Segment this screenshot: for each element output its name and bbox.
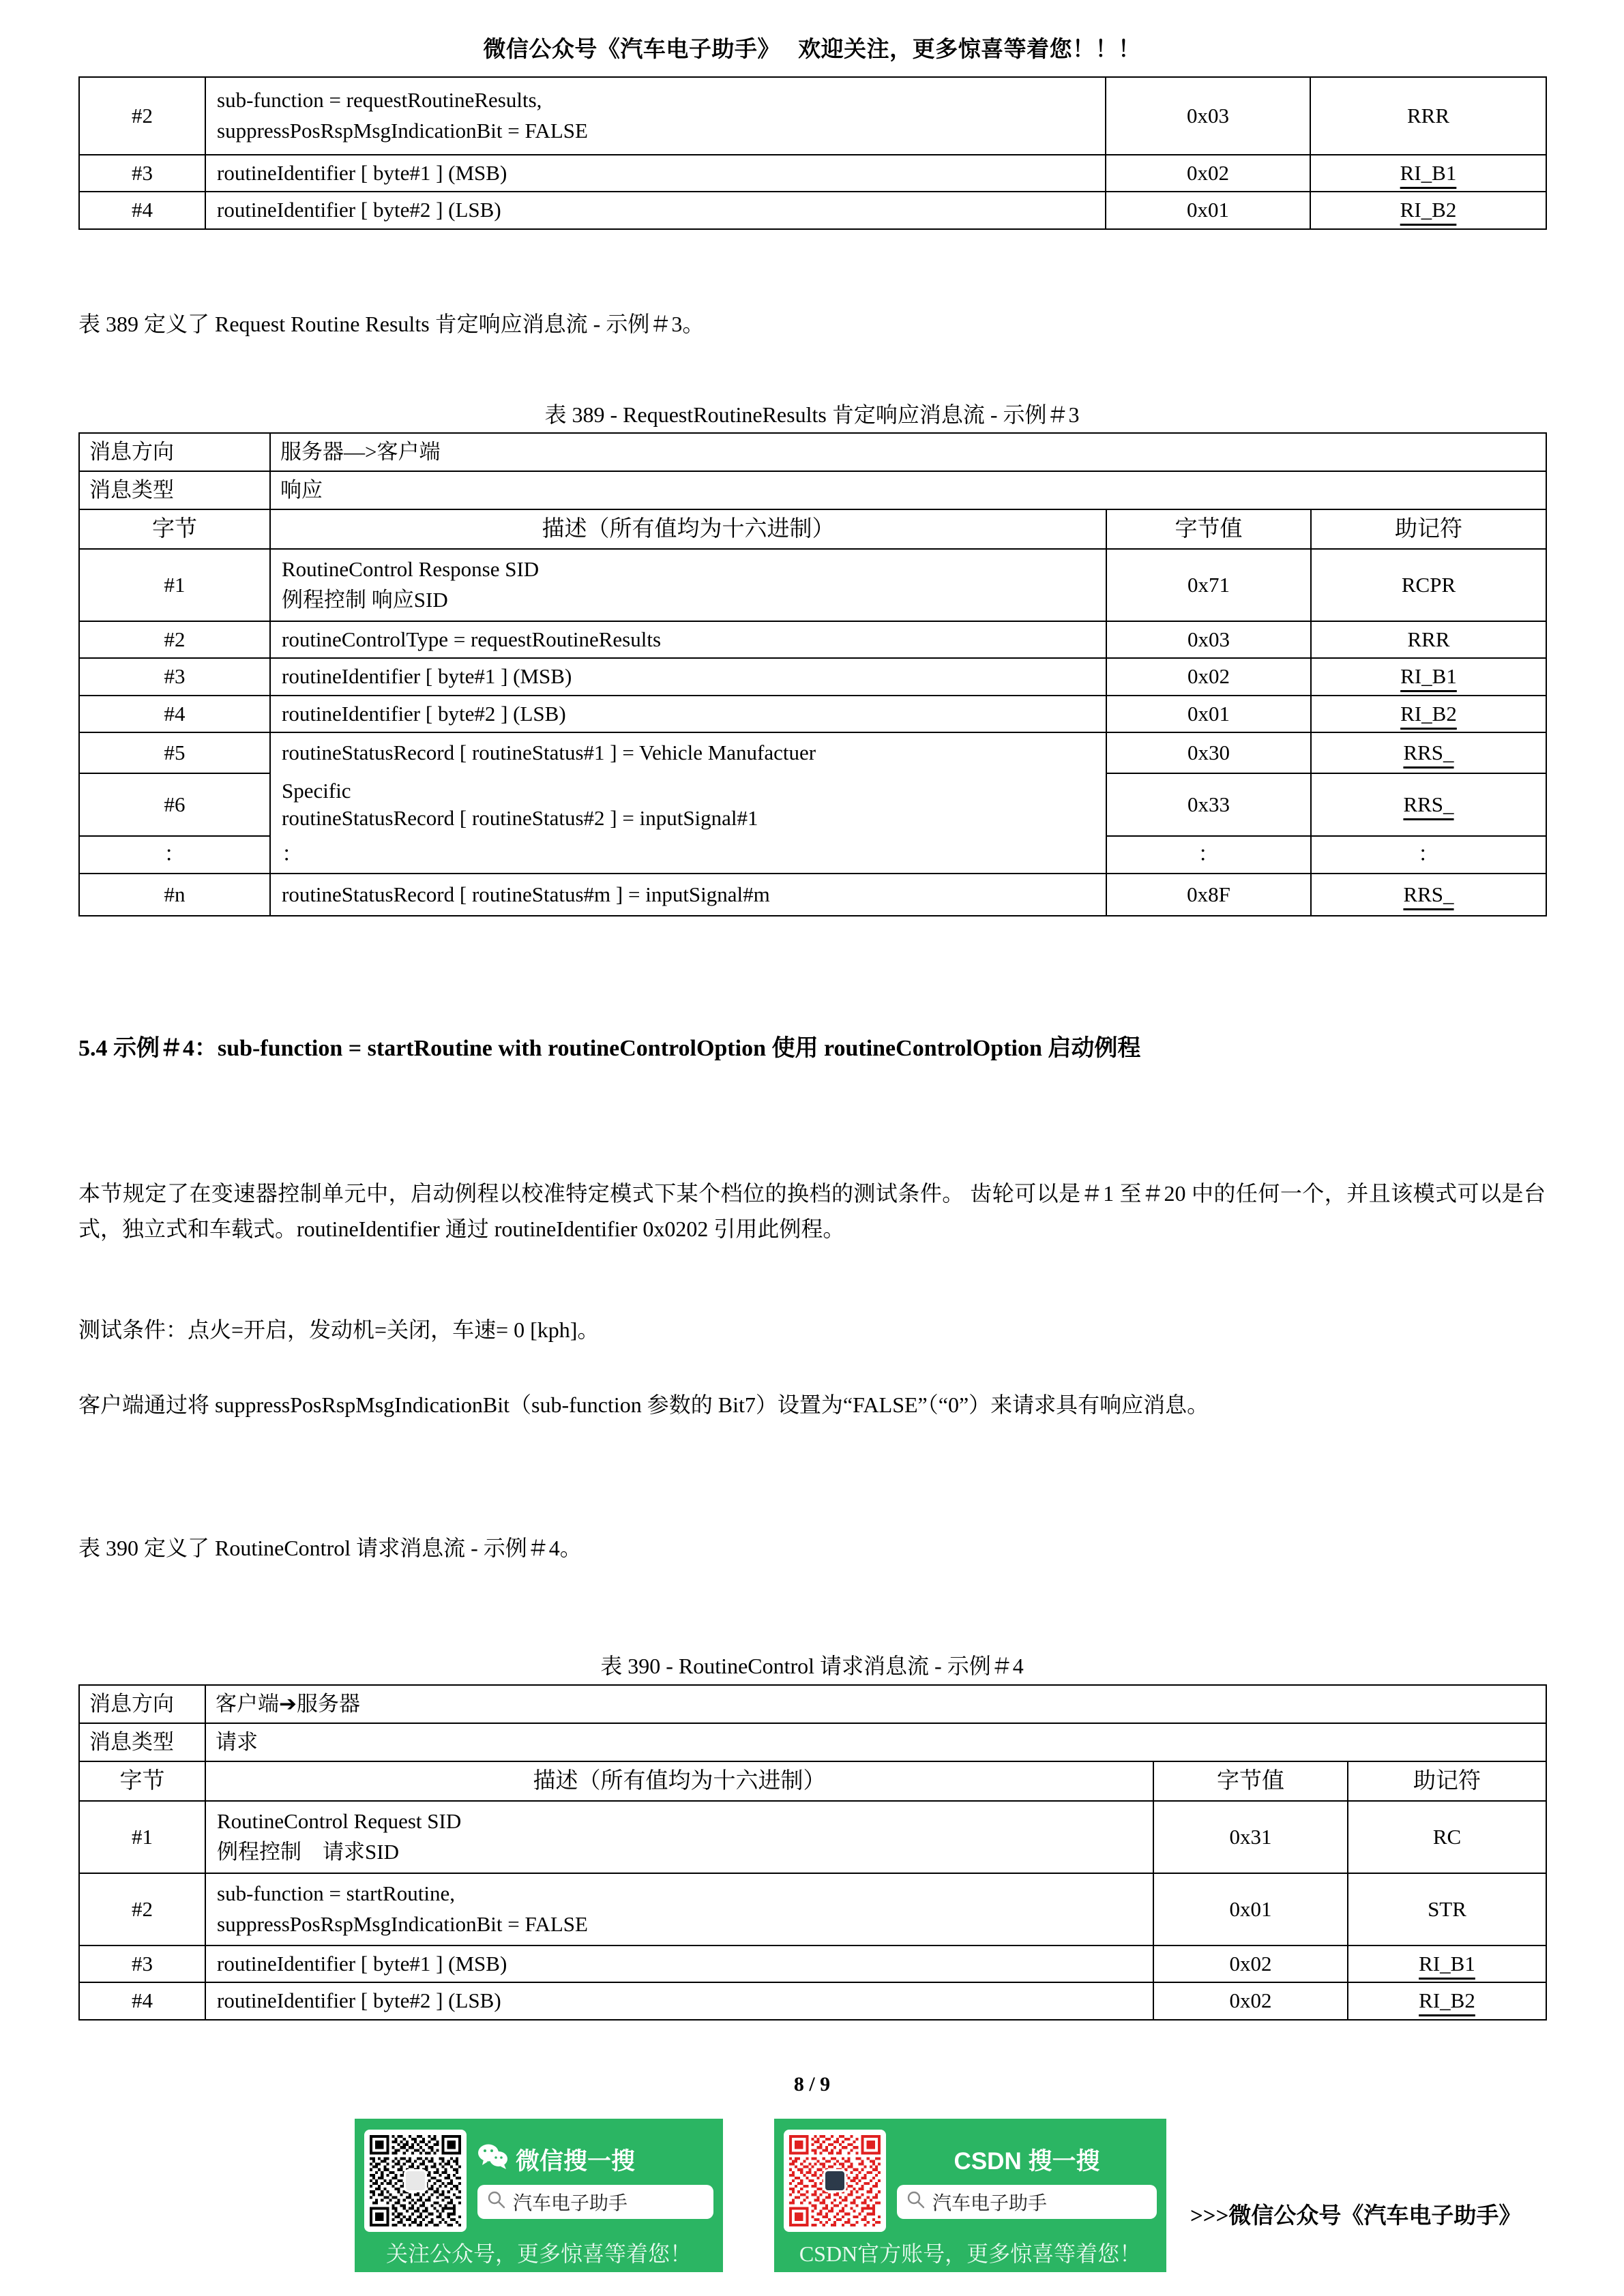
desc-line-2: suppressPosRspMsgIndicationBit = FALSE	[217, 119, 588, 143]
qr-center-logo-car-icon	[404, 2169, 427, 2192]
meta-key-direction: 消息方向	[79, 1685, 205, 1723]
cell-mnemonic: RRS_	[1311, 874, 1546, 916]
cell-mnemonic: RCPR	[1311, 549, 1546, 621]
desc-line-1: routineStatusRecord [ routineStatus#2 ] = inputSignal#1	[282, 806, 758, 831]
promo-brand-csdn	[897, 2143, 1157, 2177]
column-header-description: 描述（所有值均为十六进制）	[270, 509, 1106, 549]
section-number: 5.4	[78, 1036, 108, 1061]
table-389	[78, 432, 1547, 916]
intro-text-table-389: 表 389 定义了 Request Routine Results 肯定响应消息流 - 示例＃3。	[78, 312, 705, 336]
cell-value: 0x33	[1106, 773, 1311, 837]
table-meta-row	[79, 1685, 1546, 1723]
meta-value-direction: 客户端➔服务器	[205, 1685, 1546, 1723]
cell-description: routineStatusRecord [ routineStatus#1 ] = Vehicle Manufactuer	[270, 732, 1106, 773]
cell-byte: #4	[79, 1982, 205, 2019]
section-paragraph-1: 本节规定了在变速器控制单元中，启动例程以校准特定模式下某个档位的换档的测试条件。 齿轮可以是＃1 至＃20 中的任何一个，并且该模式可以是台式，独立式和车载式。routineIdentifier 通过 routineIdentifier 0x0202 引用此例程。	[78, 1181, 1546, 1241]
cell-description: routineIdentifier [ byte#1 ] (MSB)	[270, 658, 1106, 695]
running-header: 微信公众号《汽车电子助手》 欢迎关注，更多惊喜等着您！！！	[483, 38, 1141, 62]
cell-description	[205, 77, 1106, 155]
search-icon	[906, 2190, 926, 2213]
wechat-icon	[477, 2143, 509, 2175]
table-389-grid	[78, 432, 1547, 916]
promo-search-box-csdn[interactable]	[897, 2185, 1157, 2219]
promo-search-box-wechat[interactable]	[477, 2185, 713, 2219]
column-header-mnemonic: 助记符	[1348, 1761, 1546, 1801]
promo-tagline-csdn: CSDN官方账号，更多惊喜等着您！	[799, 2241, 1142, 2266]
cell-mnemonic: RI_B2	[1310, 192, 1546, 228]
cell-byte: ：	[79, 836, 270, 873]
cell-value: 0x03	[1106, 621, 1311, 658]
promo-top-csdn	[774, 2119, 1166, 2237]
table-row	[79, 1982, 1546, 2019]
desc-line-2: 例程控制 请求SID	[217, 1840, 399, 1864]
cell-byte: #3	[79, 658, 270, 695]
meta-key-direction: 消息方向	[79, 433, 270, 471]
cell-value: 0x02	[1106, 155, 1310, 192]
cell-mnemonic: RI_B2	[1311, 696, 1546, 732]
table-row	[79, 773, 1546, 837]
cell-value: 0x02	[1153, 1982, 1348, 2019]
cell-byte: #4	[79, 696, 270, 732]
table-header-row	[79, 1761, 1546, 1801]
cell-byte: #6	[79, 773, 270, 837]
column-header-byte: 字节	[79, 509, 270, 549]
cell-description: routineIdentifier [ byte#2 ] (LSB)	[205, 192, 1106, 228]
meta-value-type: 请求	[205, 1723, 1546, 1761]
table-row	[79, 155, 1546, 192]
cell-description: routineIdentifier [ byte#1 ] (MSB)	[205, 155, 1106, 192]
table-row	[79, 192, 1546, 228]
cell-description: routineStatusRecord [ routineStatus#m ] = inputSignal#m	[270, 874, 1106, 916]
cell-mnemonic: RI_B1	[1310, 155, 1546, 192]
column-header-value: 字节值	[1106, 509, 1311, 549]
desc-line-1: RoutineControl Response SID	[282, 557, 540, 582]
promo-card-wechat[interactable]	[355, 2119, 723, 2272]
cell-byte: #4	[79, 192, 205, 228]
cell-value: ：	[1106, 836, 1311, 873]
promo-tagline-wechat: 关注公众号，更多惊喜等着您！	[385, 2241, 692, 2266]
page-number: 8 / 9	[793, 2073, 831, 2096]
cell-mnemonic: RRS_	[1311, 773, 1546, 837]
table-row	[79, 874, 1546, 916]
column-header-mnemonic: 助记符	[1311, 509, 1546, 549]
desc-line-1: RoutineControl Request SID	[217, 1809, 462, 1834]
table-390-caption: 表 390 - RoutineControl 请求消息流 - 示例＃4	[600, 1654, 1024, 1678]
desc-line-1: sub-function = startRoutine,	[217, 1881, 455, 1906]
promo-footer	[0, 2104, 1624, 2296]
cell-description	[270, 773, 1106, 837]
desc-line-1: sub-function = requestRoutineResults,	[217, 88, 542, 113]
cell-value: 0x01	[1106, 696, 1311, 732]
promo-card-csdn[interactable]	[774, 2119, 1166, 2272]
cell-description	[270, 549, 1106, 621]
section-title: 示例＃4：sub-function = startRoutine with routineControlOption 使用 routineControlOption 启动例程	[113, 1036, 1141, 1061]
table-388-tail-grid	[78, 76, 1547, 230]
section-paragraph-3: 客户端通过将 suppressPosRspMsgIndicationBit（sub-function 参数的 Bit7）设置为“FALSE”（“0”）来请求具有响应消息。	[78, 1392, 1209, 1417]
cell-mnemonic: RRR	[1311, 621, 1546, 658]
table-meta-row	[79, 471, 1546, 509]
promo-search-text-csdn: 汽车电子助手	[932, 2192, 1048, 2213]
table-row	[79, 732, 1546, 773]
table-row	[79, 836, 1546, 873]
table-390	[78, 1684, 1547, 2021]
promo-search-text-wechat: 汽车电子助手	[513, 2192, 628, 2213]
cell-byte: #2	[79, 1873, 205, 1945]
table-meta-row	[79, 1723, 1546, 1761]
meta-key-type: 消息类型	[79, 1723, 205, 1761]
promo-brand-label-csdn: CSDN 搜一搜	[954, 2147, 1100, 2175]
cell-byte: #1	[79, 549, 270, 621]
promo-tail-text: >>>微信公众号《汽车电子助手》	[1190, 2204, 1522, 2228]
table-row	[79, 696, 1546, 732]
cell-byte: #2	[79, 77, 205, 155]
cell-byte: #n	[79, 874, 270, 916]
cell-byte: #5	[79, 732, 270, 773]
cell-byte: #1	[79, 1801, 205, 1873]
desc-line-2: 例程控制 响应SID	[282, 588, 448, 612]
table-header-row	[79, 509, 1546, 549]
meta-value-direction: 服务器—>客户端	[270, 433, 1546, 471]
cell-description: routineControlType = requestRoutineResults	[270, 621, 1106, 658]
cell-description: ：	[270, 836, 1106, 873]
cell-value: 0x30	[1106, 732, 1311, 773]
promo-right-csdn	[886, 2143, 1157, 2219]
csdn-qr-code[interactable]	[784, 2130, 886, 2232]
cell-mnemonic: STR	[1348, 1873, 1546, 1945]
desc-overflow-line: Specific	[282, 778, 351, 803]
desc-line-2: suppressPosRspMsgIndicationBit = FALSE	[217, 1912, 588, 1936]
table-meta-row	[79, 433, 1546, 471]
meta-value-type: 响应	[270, 471, 1546, 509]
cell-value: 0x8F	[1106, 874, 1311, 916]
cell-description: routineIdentifier [ byte#2 ] (LSB)	[205, 1982, 1153, 2019]
table-388-tail	[78, 76, 1547, 230]
wechat-qr-code[interactable]	[364, 2130, 467, 2232]
section-paragraph-2: 测试条件：点火=开启，发动机=关闭，车速= 0 [kph]。	[78, 1317, 600, 1342]
table-row	[79, 77, 1546, 155]
cell-byte: #3	[79, 155, 205, 192]
search-icon	[487, 2190, 506, 2213]
cell-mnemonic: RI_B1	[1311, 658, 1546, 695]
cell-value: 0x31	[1153, 1801, 1348, 1873]
table-row	[79, 1945, 1546, 1982]
cell-description: routineIdentifier [ byte#2 ] (LSB)	[270, 696, 1106, 732]
cell-description	[205, 1801, 1153, 1873]
cell-mnemonic: RRR	[1310, 77, 1546, 155]
column-header-value: 字节值	[1153, 1761, 1348, 1801]
cell-byte: #3	[79, 1945, 205, 1982]
table-row	[79, 1873, 1546, 1945]
column-header-description: 描述（所有值均为十六进制）	[205, 1761, 1153, 1801]
section-heading-5-4	[78, 1031, 1546, 1066]
cell-value: 0x02	[1106, 658, 1311, 695]
table-row	[79, 549, 1546, 621]
promo-right-wechat	[467, 2143, 713, 2219]
table-row	[79, 658, 1546, 695]
cell-value: 0x01	[1153, 1873, 1348, 1945]
table-row	[79, 621, 1546, 658]
cell-mnemonic: RRS_	[1311, 732, 1546, 773]
meta-key-type: 消息类型	[79, 471, 270, 509]
intro-text-table-390: 表 390 定义了 RoutineControl 请求消息流 - 示例＃4。	[78, 1536, 582, 1560]
cell-mnemonic: ：	[1311, 836, 1546, 873]
qr-center-logo-csdn-icon	[823, 2169, 846, 2192]
cell-mnemonic: RC	[1348, 1801, 1546, 1873]
promo-brand-label-wechat: 微信搜一搜	[516, 2147, 636, 2175]
cell-value: 0x02	[1153, 1945, 1348, 1982]
cell-mnemonic: RI_B1	[1348, 1945, 1546, 1982]
cell-description: routineIdentifier [ byte#1 ] (MSB)	[205, 1945, 1153, 1982]
cell-mnemonic: RI_B2	[1348, 1982, 1546, 2019]
promo-top-wechat	[355, 2119, 723, 2237]
table-row	[79, 1801, 1546, 1873]
column-header-byte: 字节	[79, 1761, 205, 1801]
table-390-grid	[78, 1684, 1547, 2021]
cell-value: 0x01	[1106, 192, 1310, 228]
cell-value: 0x71	[1106, 549, 1311, 621]
cell-description	[205, 1873, 1153, 1945]
table-389-caption: 表 389 - RequestRoutineResults 肯定响应消息流 - 示例＃3	[544, 402, 1080, 427]
cell-byte: #2	[79, 621, 270, 658]
promo-brand-wechat	[477, 2143, 713, 2177]
cell-value: 0x03	[1106, 77, 1310, 155]
